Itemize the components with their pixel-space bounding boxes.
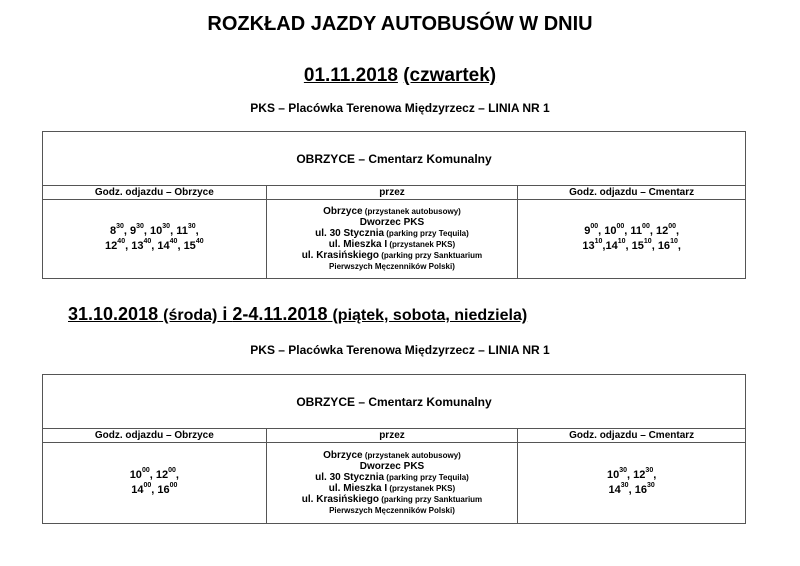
date-2-main: 31.10.2018 (środa): [68, 304, 218, 324]
departure-time: $15^{10}$: [631, 238, 652, 252]
date-heading-1: [0, 65, 800, 87]
times-line: $14^{00}$, $16^{00}$: [131, 482, 178, 496]
via-stops: [266, 443, 518, 524]
header-via: przez: [266, 186, 518, 200]
departure-time: $12^{40}$: [105, 238, 126, 252]
via-stop: ul. Krasińskiego (parking przy Sanktuarium: [301, 494, 483, 505]
via-stop: ul. Mieszka I (przystanek PKS): [328, 239, 456, 250]
departure-time: $8^{30}$: [109, 223, 124, 237]
header-departure-obrzyce: Godz. odjazdu – Obrzyce: [43, 429, 267, 443]
via-stop: Dworzec PKS: [359, 217, 425, 228]
header-departure-cmentarz: Godz. odjazdu – Cmentarz: [518, 429, 746, 443]
departure-time: $13^{10}$: [582, 238, 603, 252]
date-1-day: (czwartek): [403, 65, 497, 86]
departure-time: $15^{40}$: [183, 238, 204, 252]
departure-time: $10^{30}$: [150, 223, 171, 237]
date-2-joiner: i: [217, 304, 233, 324]
departure-time: $10^{00}$: [604, 223, 625, 237]
departure-time: $14^{00}$: [131, 482, 152, 496]
via-stops: [266, 200, 518, 279]
via-stop: Pierwszych Męczenników Polski): [329, 262, 455, 271]
schedule-table-2: [42, 374, 746, 524]
date-2-range: 2-4.11.2018 (piątek, sobota, niedziela): [232, 304, 528, 324]
line-subtitle-1: PKS – Placówka Terenowa Międzyrzecz – LINIA NR 1: [250, 101, 550, 115]
via-stop: Dworzec PKS: [359, 461, 425, 472]
via-stop: Obrzyce (przystanek autobusowy): [323, 206, 461, 217]
times-line: $14^{30}$, $16^{30}$: [608, 482, 655, 496]
times-line: $10^{30}$, $12^{30}$,: [607, 467, 657, 481]
departure-time: $9^{30}$: [129, 223, 144, 237]
times-line: $13^{10},14^{10}$, $15^{10}$, $16^{10}$,: [582, 238, 681, 252]
date-heading-2: [68, 304, 527, 325]
times-line: $9^{00}$, $10^{00}$, $11^{00}$, $12^{00}$,: [584, 223, 680, 237]
departure-time: $9^{00}$: [584, 223, 599, 237]
via-stop: ul. Krasińskiego (parking przy Sanktuarium: [301, 250, 483, 261]
via-stop: ul. Mieszka I (przystanek PKS): [328, 483, 456, 494]
departure-time: $16^{30}$: [634, 482, 655, 496]
times-line: $8^{30}$, $9^{30}$, $10^{30}$, $11^{30}$,: [109, 223, 199, 237]
departure-time: $10^{30}$: [607, 467, 628, 481]
departure-time: $14^{40}$: [157, 238, 178, 252]
date-1-main: 01.11.2018: [303, 65, 398, 86]
departure-time: $16^{00}$: [157, 482, 178, 496]
times-line: $12^{40}$, $13^{40}$, $14^{40}$, $15^{40}$: [105, 238, 204, 252]
departure-time: $12^{00}$: [655, 223, 677, 237]
cmentarz-times: [518, 200, 746, 279]
cmentarz-times: [518, 443, 746, 524]
departure-time: $12^{30}$: [633, 467, 654, 481]
departure-time: $12^{00}$: [155, 467, 176, 481]
header-departure-cmentarz: Godz. odjazdu – Cmentarz: [518, 186, 746, 200]
via-stop: ul. 30 Stycznia (parking przy Tequila): [315, 228, 469, 239]
route-caption: OBRZYCE – Cmentarz Komunalny: [43, 132, 746, 186]
header-via: przez: [266, 429, 518, 443]
via-stop: Obrzyce (przystanek autobusowy): [323, 450, 461, 461]
via-stop: ul. 30 Stycznia (parking przy Tequila): [315, 472, 469, 483]
line-subtitle-2: PKS – Placówka Terenowa Międzyrzecz – LINIA NR 1: [250, 343, 550, 357]
route-caption: OBRZYCE – Cmentarz Komunalny: [43, 375, 746, 429]
departure-time: $13^{40}$: [131, 238, 152, 252]
page-title: ROZKŁAD JAZDY AUTOBUSÓW W DNIU: [207, 13, 593, 35]
header-departure-obrzyce: Godz. odjazdu – Obrzyce: [43, 186, 267, 200]
obrzyce-times: [43, 443, 267, 524]
departure-time: $16^{10}$: [657, 238, 678, 252]
schedule-table-1: [42, 131, 746, 279]
departure-time: $11^{00}$: [630, 223, 650, 237]
departure-time: $11^{30}$: [176, 223, 196, 237]
times-line: $10^{00}$, $12^{00}$,: [129, 467, 179, 481]
via-stop: Pierwszych Męczenników Polski): [329, 506, 455, 515]
departure-time: $10^{00}$: [129, 467, 150, 481]
obrzyce-times: [43, 200, 267, 279]
departure-time: $14^{30}$: [608, 482, 629, 496]
departure-time: $14^{10}$: [605, 238, 626, 252]
